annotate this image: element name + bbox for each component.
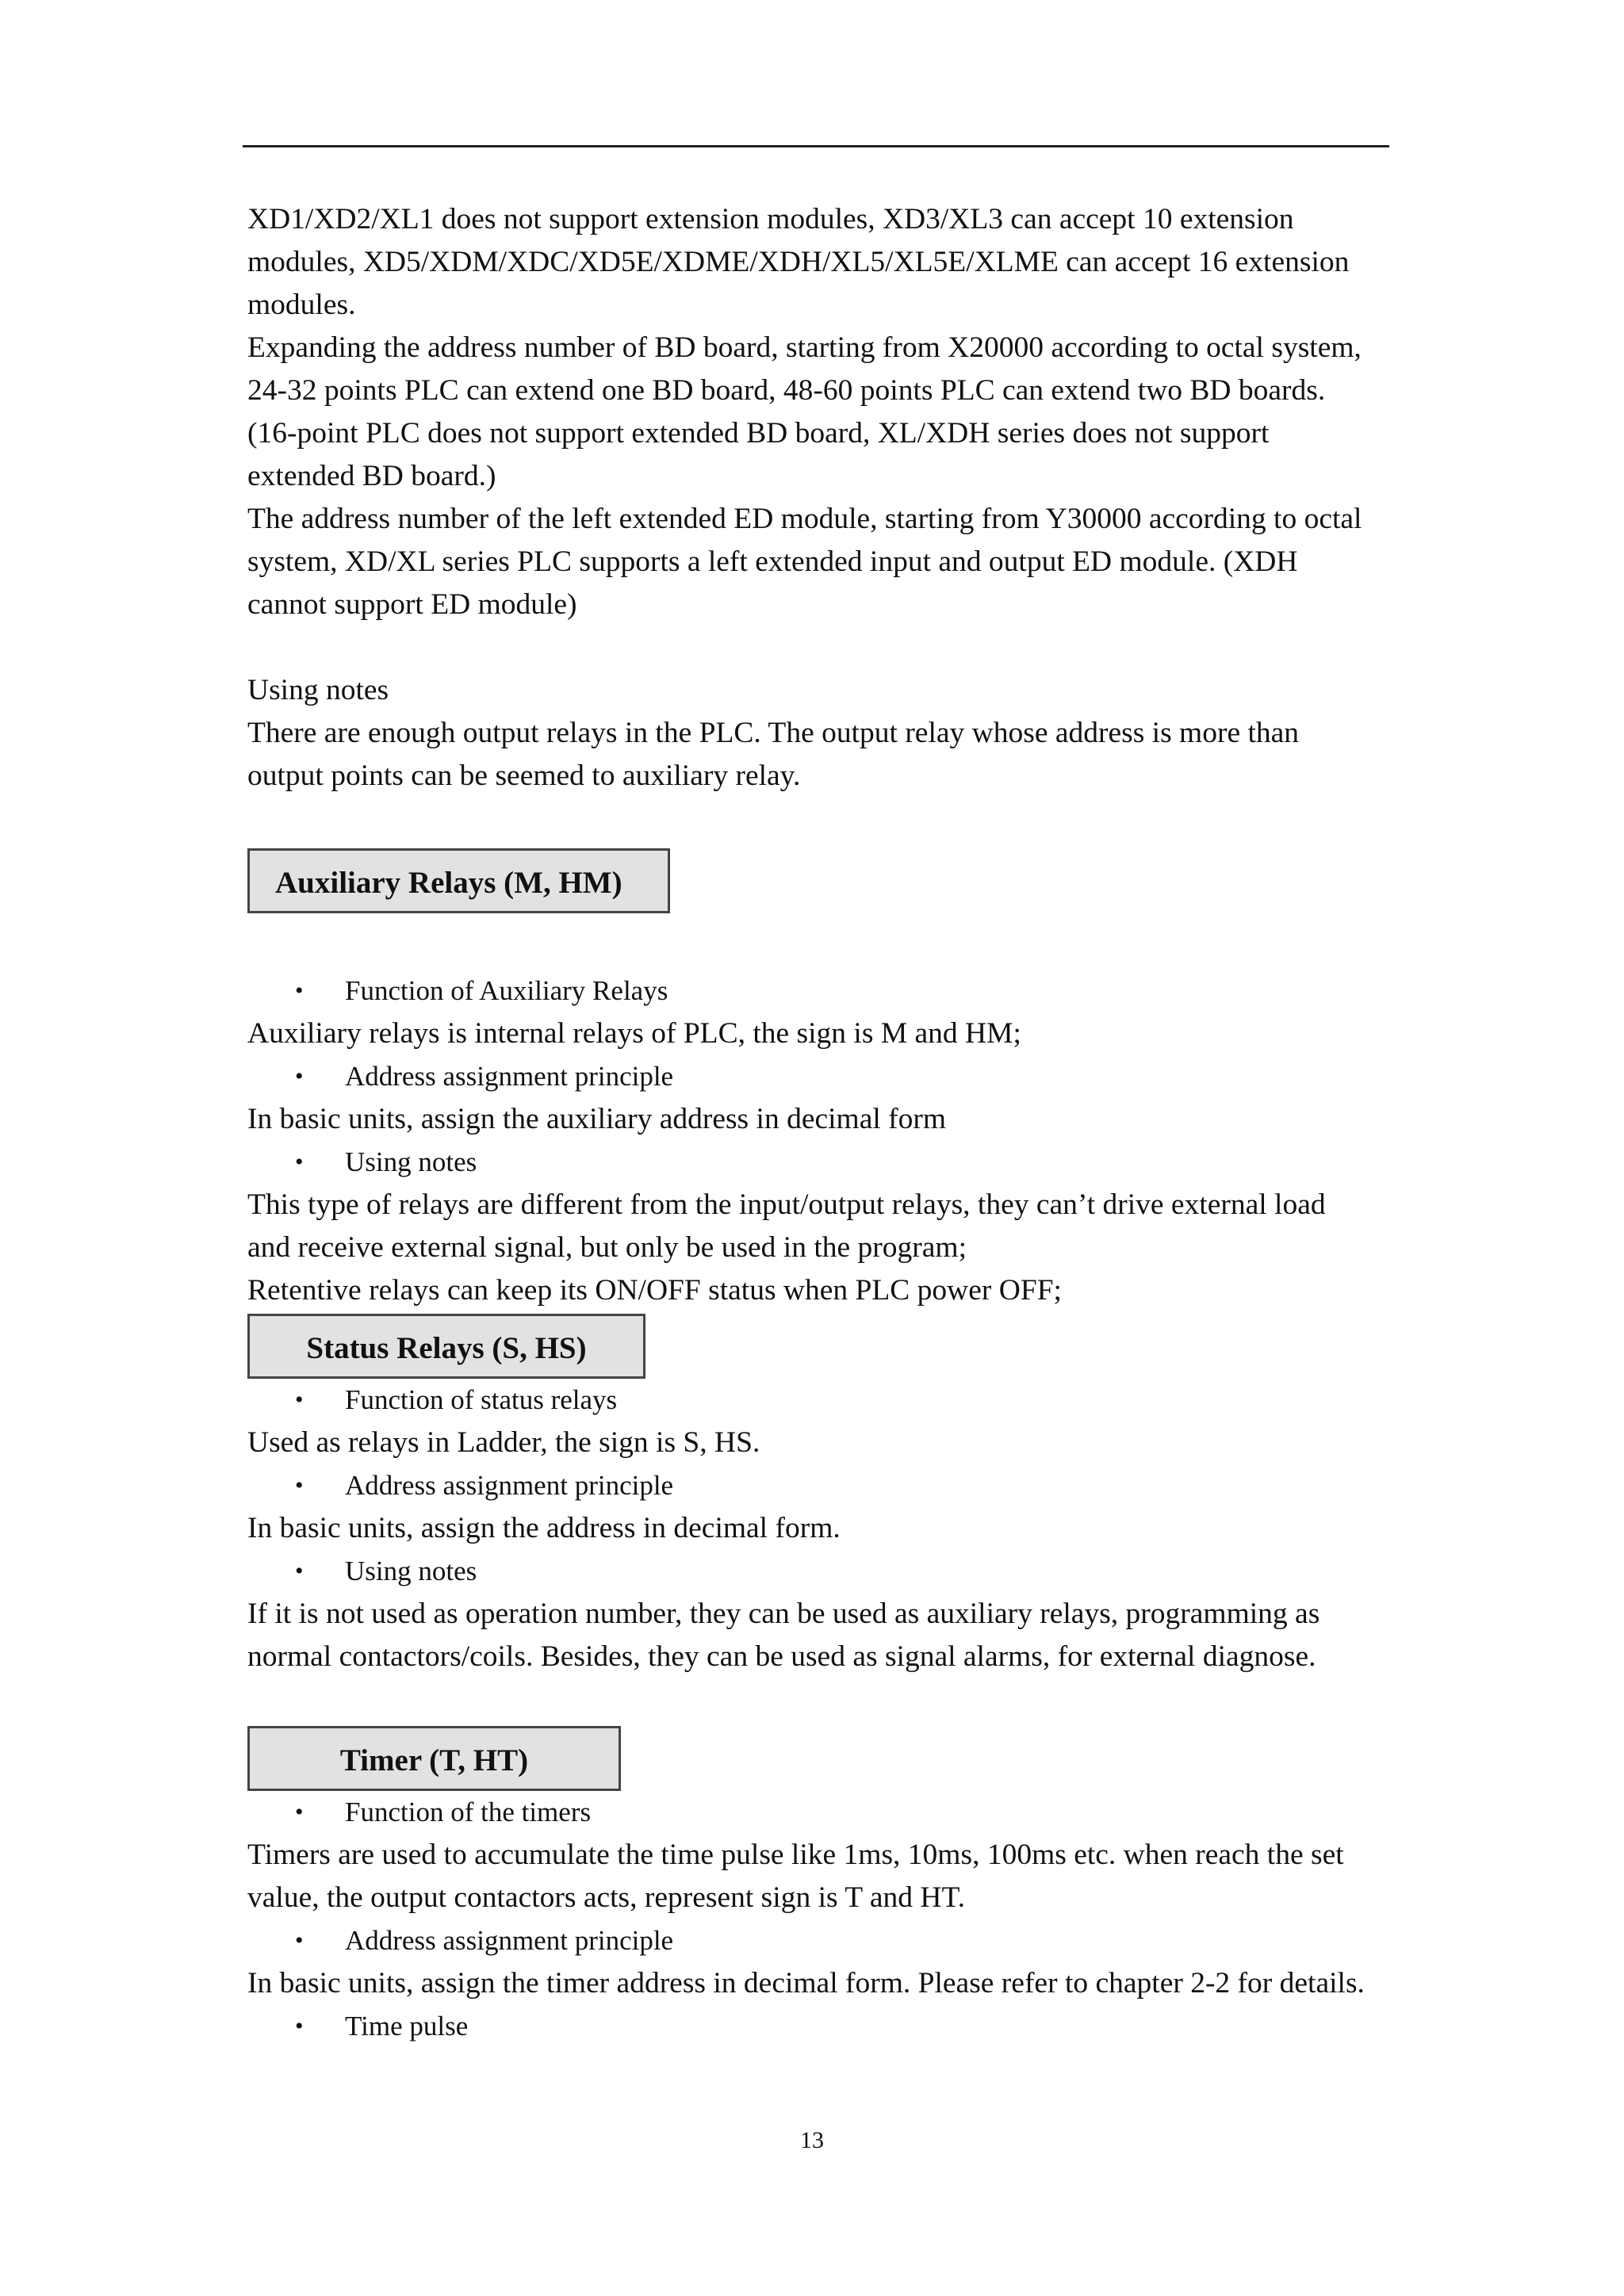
bullet-dot: •: [295, 1799, 304, 1825]
bullet-dot: •: [295, 1387, 304, 1413]
bullet-dot: •: [295, 1927, 304, 1954]
section-heading-auxiliary-relays: Auxiliary Relays (M, HM): [247, 848, 670, 913]
paragraph-line: cannot support ED module): [247, 588, 577, 621]
paragraph-line: Used as relays in Ladder, the sign is S, HS.: [247, 1426, 760, 1459]
paragraph-line: Auxiliary relays is internal relays of PLC, the sign is M and HM;: [247, 1017, 1021, 1050]
bullet-label: Time pulse: [345, 2011, 469, 2042]
paragraph-line: There are enough output relays in the PLC. The output relay whose address is more than: [247, 717, 1300, 749]
paragraph-line: Timers are used to accumulate the time pulse like 1ms, 10ms, 100ms etc. when reach the set: [247, 1839, 1344, 1871]
bullet-item: [247, 970, 1389, 1012]
bullet-dot: •: [295, 1558, 304, 1584]
bullet-dot: •: [295, 2013, 304, 2039]
bullet-label: Using notes: [345, 1146, 477, 1177]
spacer: [247, 1678, 1389, 1721]
bullet-item: [247, 1919, 1389, 1962]
using-notes-title: Using notes: [247, 674, 389, 706]
spacer: [247, 626, 1389, 669]
bullet-dot: •: [295, 978, 304, 1004]
bullet-item: [247, 1791, 1389, 1834]
paragraph-line: modules.: [247, 289, 356, 321]
bullet-label: Function of status relays: [345, 1384, 618, 1415]
bullet-item: [247, 1464, 1389, 1507]
paragraph-line: extended BD board.): [247, 460, 496, 492]
bullet-label: Address assignment principle: [345, 1470, 674, 1501]
paragraph-line: Retentive relays can keep its ON/OFF status when PLC power OFF;: [247, 1274, 1062, 1307]
paragraph-line: The address number of the left extended ED module, starting from Y30000 according to octal: [247, 503, 1362, 535]
bullet-label: Function of the timers: [345, 1797, 592, 1827]
bullet-label: Address assignment principle: [345, 1925, 674, 1956]
bullet-item: [247, 2005, 1389, 2048]
paragraph-line: Expanding the address number of BD board, starting from X20000 according to octal system,: [247, 331, 1362, 364]
paragraph-line: system, XD/XL series PLC supports a left extended input and output ED module. (XDH: [247, 545, 1298, 578]
paragraph-line: modules, XD5/XDM/XDC/XD5E/XDME/XDH/XL5/XL5E/XLME can accept 16 extension: [247, 246, 1350, 278]
spacer: [247, 798, 1389, 840]
paragraph-line: XD1/XD2/XL1 does not support extension modules, XD3/XL3 can accept 10 extension: [247, 203, 1294, 235]
bullet-dot: •: [295, 1063, 304, 1089]
bullet-label: Using notes: [345, 1556, 477, 1586]
bullet-dot: •: [295, 1472, 304, 1498]
section-heading-status-relays: Status Relays (S, HS): [247, 1314, 645, 1379]
paragraph-line: value, the output contactors acts, represent sign is T and HT.: [247, 1881, 965, 1914]
bullet-item: [247, 1550, 1389, 1593]
bullet-dot: •: [295, 1149, 304, 1175]
paragraph-line: and receive external signal, but only be used in the program;: [247, 1231, 967, 1264]
paragraph-line: In basic units, assign the auxiliary address in decimal form: [247, 1103, 947, 1135]
paragraph-line: In basic units, assign the timer address in decimal form. Please refer to chapter 2-2 for details.: [247, 1967, 1365, 1999]
paragraph-line: (16-point PLC does not support extended BD board, XL/XDH series does not support: [247, 417, 1270, 450]
paragraph-line: If it is not used as operation number, they can be used as auxiliary relays, programming as: [247, 1598, 1320, 1630]
paragraph-line: normal contactors/coils. Besides, they can be used as signal alarms, for external diagnose.: [247, 1640, 1316, 1673]
bullet-label: Function of Auxiliary Relays: [345, 975, 668, 1006]
paragraph-line: output points can be seemed to auxiliary relay.: [247, 760, 801, 792]
section-heading-timer: Timer (T, HT): [247, 1726, 621, 1791]
bullet-label: Address assignment principle: [345, 1061, 674, 1092]
paragraph-line: This type of relays are different from the input/output relays, they can’t drive external load: [247, 1188, 1326, 1221]
header-rule: [243, 145, 1389, 147]
page-content: [247, 198, 1389, 2048]
paragraph-line: In basic units, assign the address in decimal form.: [247, 1512, 841, 1544]
paragraph-line: 24-32 points PLC can extend one BD board, 48-60 points PLC can extend two BD boards.: [247, 374, 1326, 407]
bullet-item: [247, 1055, 1389, 1098]
page-number: 13: [800, 2127, 824, 2153]
bullet-item: [247, 1141, 1389, 1184]
bullet-item: [247, 1379, 1389, 1422]
